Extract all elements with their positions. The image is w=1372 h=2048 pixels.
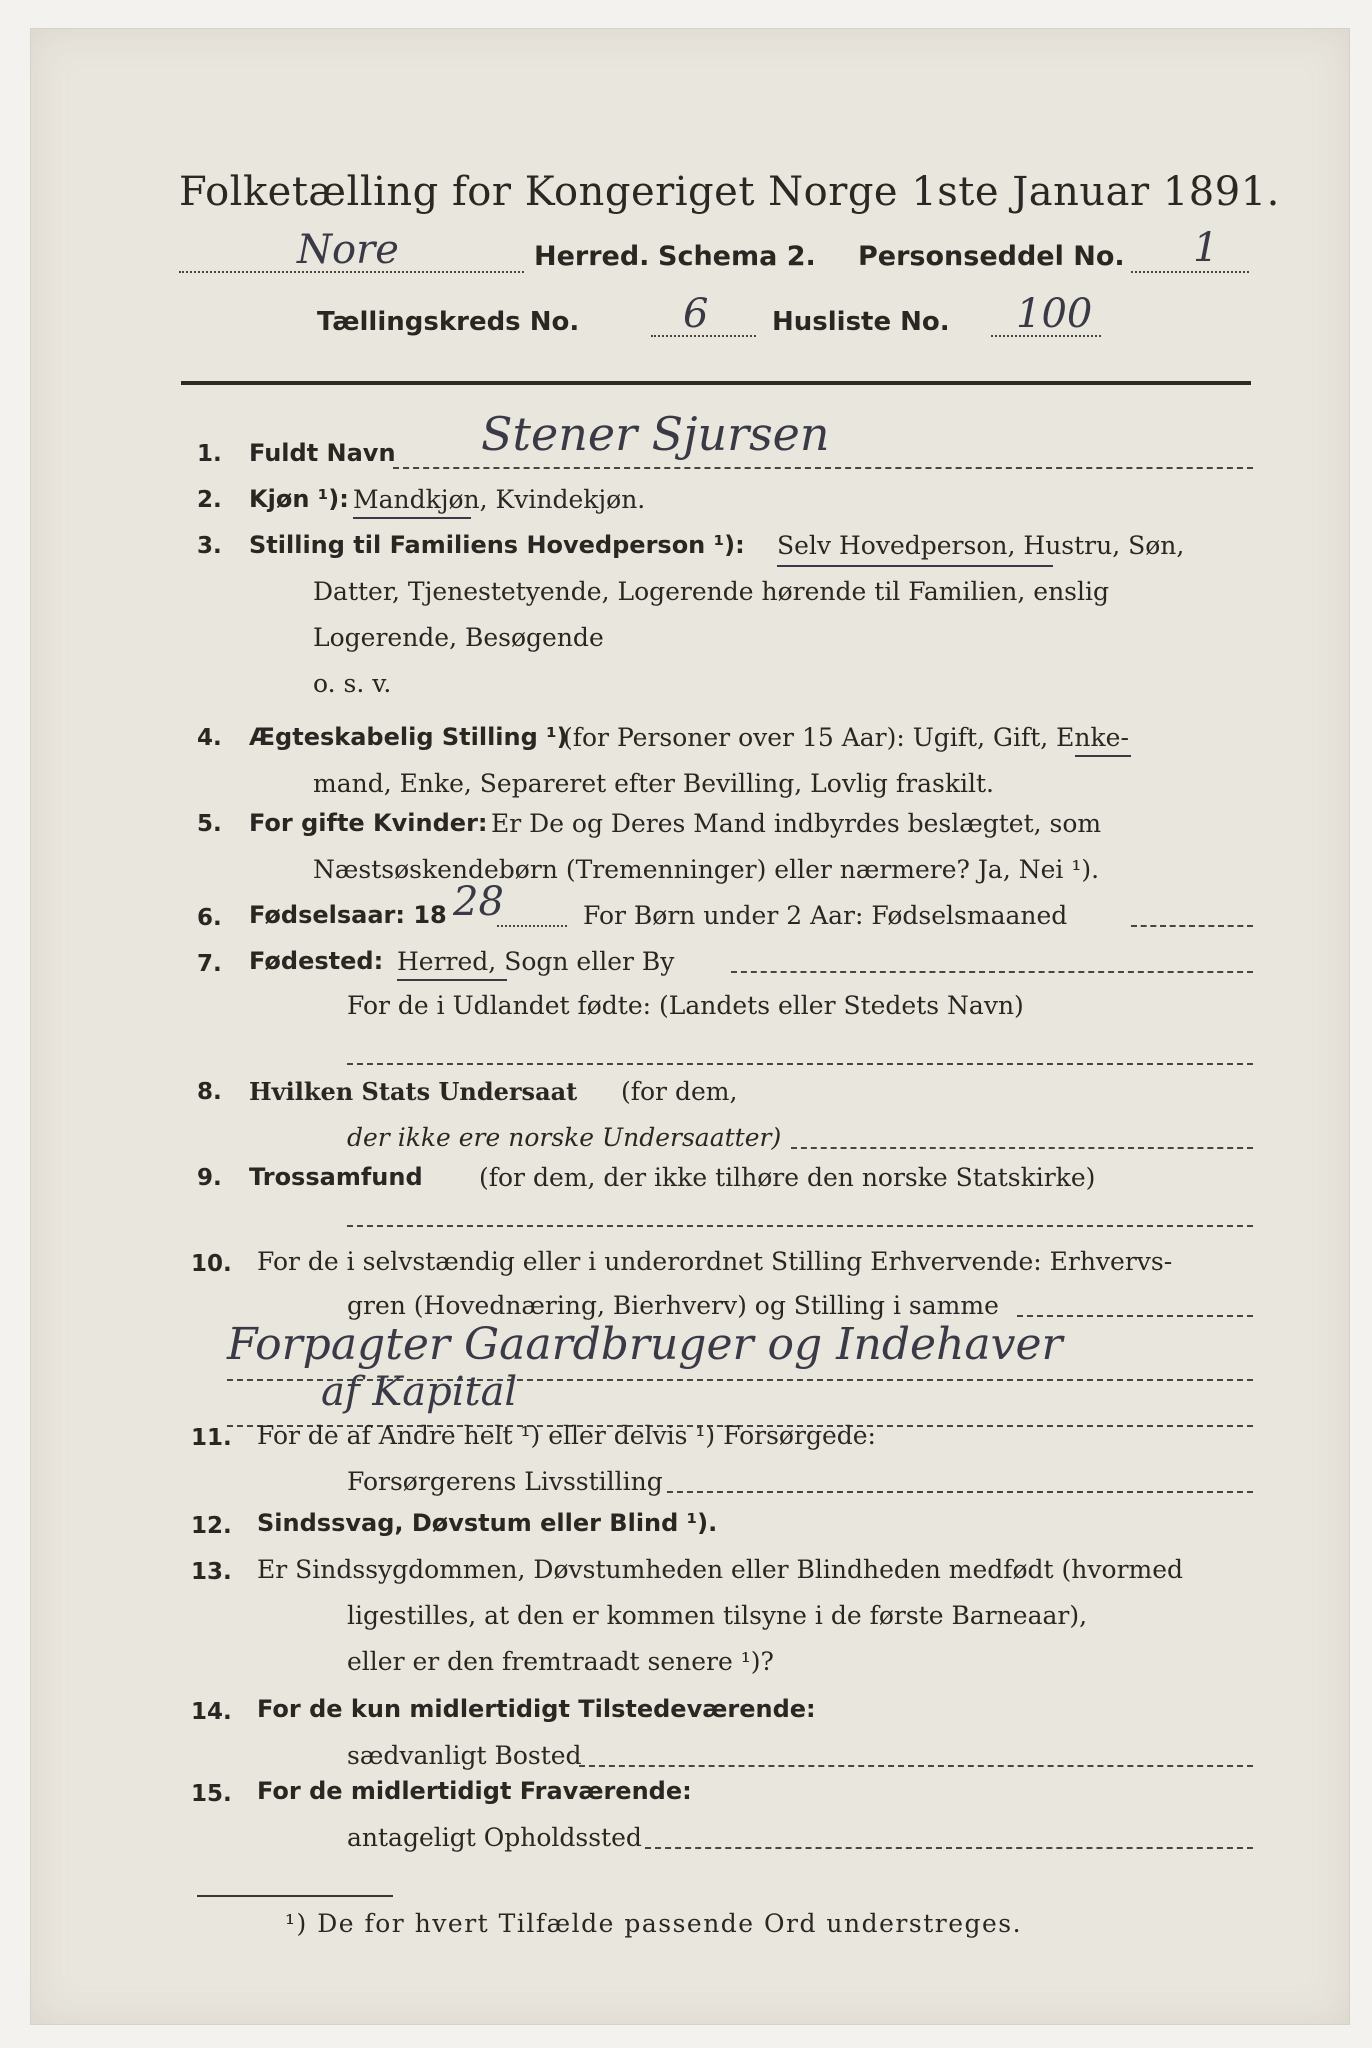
husliste-number: 100 [1016,291,1093,337]
field-4-line1: (for Personer over 15 Aar): Ugift, Gift, Enke- [563,723,1129,752]
field-2-label: Kjøn ¹): [249,485,349,513]
field-6-line1: For Børn under 2 Aar: Fødselsmaaned [583,901,1068,930]
field-9-line1: (for dem, der ikke tilhøre den norske Statskirke) [479,1163,1096,1192]
field-6-month-line [1131,925,1253,927]
field-10-label: For de i selvstændig eller i underordnet Stilling Erhvervende: Erhvervs- [257,1247,1173,1276]
census-form-page [30,28,1350,2025]
field-15-number: 15. [191,1781,232,1807]
field-8-number: 8. [197,1079,222,1105]
field-4-line2: mand, Enke, Separeret efter Bevilling, Lovlig fraskilt. [313,769,994,798]
field-7-line [731,971,1253,973]
header-rule [181,381,1251,385]
field-2-selected-underline [353,517,471,519]
field-5-line2: Næstsøskendebørn (Tremenninger) eller nærmere? Ja, Nei ¹). [313,855,1100,884]
field-9-number: 9. [197,1165,222,1191]
field-9-line [347,1225,1253,1227]
field-6-year-value: 28 [453,879,504,925]
field-3-line4: o. s. v. [313,669,392,698]
field-13-label: Er Sindssygdommen, Døvstumheden eller Blindheden medfødt (hvormed [257,1555,1184,1584]
field-10-number: 10. [191,1251,232,1277]
field-5-number: 5. [197,811,222,837]
footnote: ¹) De for hvert Tilfælde passende Ord understreges. [285,1909,1023,1938]
form-title: Folketælling for Kongeriget Norge 1ste Januar 1891. [179,169,1280,215]
field-15-line [645,1847,1253,1849]
field-6-number: 6. [197,905,222,931]
field-13-line1: ligestilles, at den er kommen tilsyne i de første Barneaar), [347,1601,1088,1630]
personseddel-label: Personseddel No. [858,241,1125,272]
personseddel-dotted-line [1131,271,1249,273]
kreds-dotted-line [651,335,756,337]
field-3-selected-underline [777,565,1053,567]
field-11-line1: Forsørgerens Livsstilling [347,1467,663,1496]
field-8-label: Hvilken Stats Undersaat [249,1077,578,1106]
field-10-line-a [1017,1315,1253,1317]
field-8-line1: (for dem, [621,1077,738,1106]
field-9-label: Trossamfund [249,1163,423,1191]
field-15-line1: antageligt Opholdssted [347,1823,642,1852]
field-10-value1: Forpagter Gaardbruger og Indehaver [227,1319,1063,1370]
field-2-options: Mandkjøn, Kvindekjøn. [353,485,646,514]
field-7-number: 7. [197,951,222,977]
field-7-line1: Herred, Sogn eller By [397,947,675,976]
field-12-number: 12. [191,1513,232,1539]
field-1-label: Fuldt Navn [249,439,396,467]
field-6-year-line [497,925,567,927]
field-1-value: Stener Sjursen [481,407,830,461]
herred-name: Nore [297,227,399,273]
field-1-line [393,467,1253,469]
field-14-line1: sædvanligt Bosted [347,1741,582,1770]
field-14-label: For de kun midlertidigt Tilstedeværende: [257,1695,816,1723]
field-3-label: Stilling til Familiens Hovedperson ¹): [249,531,745,559]
footnote-rule [197,1895,393,1897]
field-14-line [579,1765,1253,1767]
field-10-value2: af Kapital [321,1369,518,1415]
field-11-number: 11. [191,1425,232,1451]
field-6-label: Fødselsaar: 18 [249,901,447,929]
schema-label: Schema 2. [658,241,816,272]
field-7-label: Fødested: [249,947,384,975]
field-4-selected-underline [1075,755,1131,757]
field-12-label: Sindssvag, Døvstum eller Blind ¹). [257,1509,718,1537]
field-5-label: For gifte Kvinder: [249,809,488,837]
personseddel-number: 1 [1193,225,1219,271]
field-3-line1: Selv Hovedperson, Hustru, Søn, [777,531,1185,560]
field-1-number: 1. [197,441,222,467]
field-2-number: 2. [197,487,222,513]
husliste-dotted-line [991,335,1101,337]
field-3-number: 3. [197,533,222,559]
field-4-label: Ægteskabelig Stilling ¹) [249,723,568,751]
kreds-label: Tællingskreds No. [317,307,580,337]
kreds-number: 6 [683,291,709,337]
husliste-label: Husliste No. [772,307,950,337]
field-5-line1: Er De og Deres Mand indbyrdes beslægtet, som [491,809,1102,838]
field-13-line2: eller er den fremtraadt senere ¹)? [347,1647,774,1676]
field-11-label: For de af Andre helt ¹) eller delvis ¹) Forsørgede: [257,1421,876,1450]
field-8-line2: der ikke ere norske Undersaatter) [347,1123,782,1152]
field-7-foreign-line [347,1063,1253,1065]
field-4-number: 4. [197,725,222,751]
field-10-line1: gren (Hovednæring, Bierhverv) og Stilling i samme [347,1291,999,1320]
field-13-number: 13. [191,1559,232,1585]
field-15-label: For de midlertidigt Fraværende: [257,1777,692,1805]
field-3-line3: Logerende, Besøgende [313,623,604,652]
field-3-line2: Datter, Tjenestetyende, Logerende hørende til Familien, enslig [313,577,1110,606]
field-8-line [791,1147,1253,1149]
field-7-selected-underline [397,979,507,981]
herred-label: Herred. [534,241,650,272]
field-7-line2: For de i Udlandet fødte: (Landets eller Stedets Navn) [347,991,1024,1020]
field-14-number: 14. [191,1699,232,1725]
field-11-line [667,1491,1253,1493]
